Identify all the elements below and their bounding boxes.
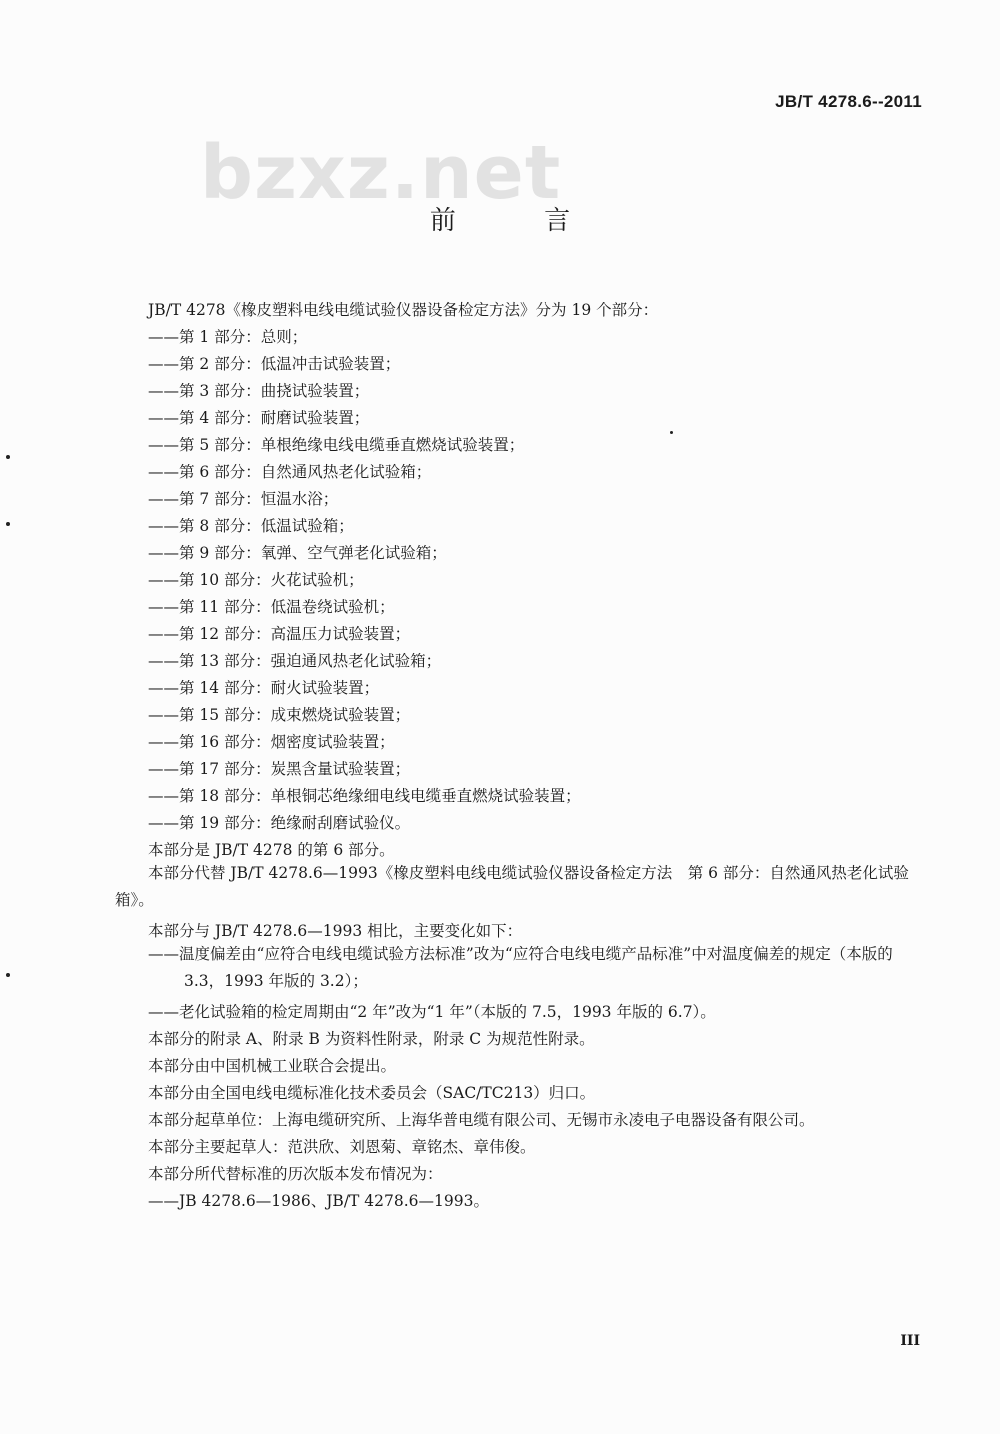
change-item: ——温度偏差由“应符合电线电缆试验方法标准”改为“应符合电线电缆产品标准”中对温度偏差的规定（本版的 3.3，1993 年版的 3.2）； bbox=[148, 945, 893, 990]
list-item: ——第 13 部分：强迫通风热老化试验箱； bbox=[148, 652, 442, 670]
scan-mark bbox=[6, 522, 10, 526]
list-item: ——第 19 部分：绝缘耐刮磨试验仪。 bbox=[148, 814, 411, 832]
list-item: ——第 6 部分：自然通风热老化试验箱； bbox=[148, 463, 432, 481]
paragraph-compare: 本部分与 JB/T 4278.6—1993 相比，主要变化如下： bbox=[148, 922, 523, 940]
history-item: ——JB 4278.6—1986、JB/T 4278.6—1993。 bbox=[148, 1192, 489, 1210]
change-item: ——老化试验箱的检定周期由“2 年”改为“1 年”（本版的 7.5，1993 年版的 6.7）。 bbox=[148, 1003, 716, 1021]
paragraph-drafting-units: 本部分起草单位：上海电缆研究所、上海华普电缆有限公司、无锡市永凌电子电器设备有限公司。 bbox=[148, 1111, 815, 1129]
list-item: ——第 10 部分：火花试验机； bbox=[148, 571, 364, 589]
page-title: 前 言 bbox=[429, 206, 611, 236]
list-item: ——第 3 部分：曲挠试验装置； bbox=[148, 382, 370, 400]
paragraph-replaces: 本部分代替 JB/T 4278.6—1993《橡皮塑料电线电缆试验仪器设备检定方法 第 6 部分：自然通风热老化试验箱》。 bbox=[115, 864, 909, 909]
scan-mark bbox=[6, 973, 10, 977]
list-item: ——第 18 部分：单根铜芯绝缘细电线电缆垂直燃烧试验装置； bbox=[148, 787, 581, 805]
parts-intro: JB/T 4278《橡皮塑料电线电缆试验仪器设备检定方法》分为 19 个部分： bbox=[148, 301, 659, 319]
list-item: ——第 15 部分：成束燃烧试验装置； bbox=[148, 706, 411, 724]
list-item: ——第 7 部分：恒温水浴； bbox=[148, 490, 339, 508]
paragraph-history: 本部分所代替标准的历次版本发布情况为： bbox=[148, 1165, 443, 1183]
list-item: ——第 11 部分：低温卷绕试验机； bbox=[148, 598, 395, 616]
list-item: ——第 14 部分：耐火试验装置； bbox=[148, 679, 380, 697]
paragraph-drafters: 本部分主要起草人：范洪欣、刘恩菊、章铭杰、章伟俊。 bbox=[148, 1138, 536, 1156]
list-item: ——第 9 部分：氧弹、空气弹老化试验箱； bbox=[148, 544, 447, 562]
scan-mark bbox=[670, 431, 673, 434]
list-item: ——第 1 部分：总则； bbox=[148, 328, 308, 346]
list-item: ——第 8 部分：低温试验箱； bbox=[148, 517, 354, 535]
paragraph-proposed: 本部分由中国机械工业联合会提出。 bbox=[148, 1057, 397, 1075]
list-item: ——第 4 部分：耐磨试验装置； bbox=[148, 409, 370, 427]
list-item: ——第 16 部分：烟密度试验装置； bbox=[148, 733, 395, 751]
list-item: ——第 5 部分：单根绝缘电线电缆垂直燃烧试验装置； bbox=[148, 436, 525, 454]
paragraph-annex: 本部分的附录 A、附录 B 为资料性附录，附录 C 为规范性附录。 bbox=[148, 1030, 595, 1048]
page-number: III bbox=[900, 1333, 920, 1349]
scan-mark bbox=[6, 455, 10, 459]
watermark-text: bzxz.net bbox=[200, 130, 562, 216]
list-item: ——第 2 部分：低温冲击试验装置； bbox=[148, 355, 401, 373]
list-item: ——第 17 部分：炭黑含量试验装置； bbox=[148, 760, 411, 778]
paragraph-centralized: 本部分由全国电线电缆标准化技术委员会（SAC/TC213）归口。 bbox=[148, 1084, 596, 1102]
paragraph-this-part: 本部分是 JB/T 4278 的第 6 部分。 bbox=[148, 841, 395, 859]
standard-number: JB/T 4278.6--2011 bbox=[775, 92, 922, 111]
list-item: ——第 12 部分：高温压力试验装置； bbox=[148, 625, 411, 643]
